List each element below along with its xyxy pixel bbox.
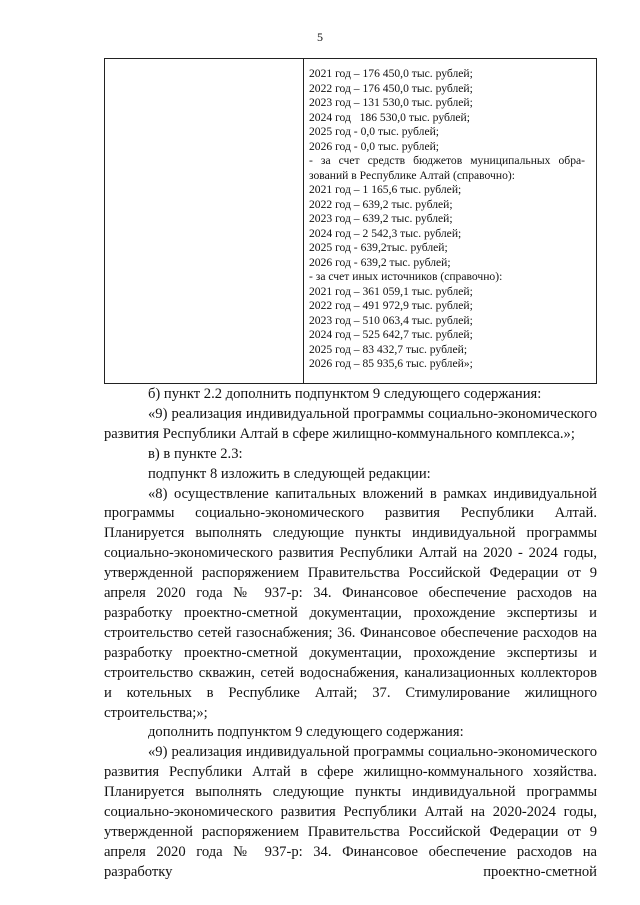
paragraph: б) пункт 2.2 дополнить подпунктом 9 следующего содержания: (148, 386, 542, 402)
paragraph: «9) реализация индивидуальной программы социально-экономического развития Республики Алтай в сфере жилищно-коммунального комплекса.»; (104, 405, 597, 442)
table-line: 2026 год - 0,0 тыс. рублей; (309, 139, 440, 153)
paragraph: в) в пункте 2.3: (148, 445, 243, 462)
table-line: 2021 год – 361 059,1 тыс. рублей; (309, 284, 473, 298)
table-line: - за счет иных источников (справочно): (309, 270, 503, 283)
table-line: 2023 год – 131 530,0 тыс. рублей; (309, 96, 473, 109)
table-line: 2025 год - 639,2тыс. рублей; (309, 241, 448, 254)
table-line: 2025 год – 83 432,7 тыс. рублей; (309, 342, 468, 356)
paragraph: «9) реализация индивидуальной программы социально-экономического развития Республики Алтай в сфере жилищно-коммунального хозяйства. Планируется выполнять следующие пункты индивидуальной программы социально-экономического развития Республики Алтай на 2020-2024 годы, утвержденной распоряжением Правительства Российской Федерации от 9 апреля 2020 года № 937-р: 34. Финансовое обеспечение расходов на разработку проектно-сметной (104, 744, 597, 880)
table-line: 2021 год – 1 165,6 тыс. рублей; (309, 183, 462, 196)
table-line: 2024 год 186 530,0 тыс. рублей; (309, 110, 470, 124)
document-body (104, 385, 597, 883)
table-right-cell (304, 59, 596, 383)
paragraph: «8) осуществление капитальных вложений в рамках индивидуальной программы социально-экономического развития Республики Алтай. Планируется выполнять следующие пункты индивидуальной программы социально-экономического развития Республики Алтай на 2020 - 2024 годы, утвержденной распоряжением Правительства Российской Федерации от 9 апреля 2020 года № 937-р: 34. Финансовое обеспечение расходов на разработку проектно-сметной документации, прохождение экспертизы и строительство сетей газоснабжения; 36. Финансовое обеспечение расходов на разработку проектно-сметной документации, прохождение экспертизы и строительство скважин, сетей водоснабжения, канализационных коллекторов и котельных в Республике Алтай; 37. Стимулирование жилищного строительства;»; (104, 485, 597, 721)
paragraph: дополнить подпунктом 9 следующего содержания: (148, 724, 464, 741)
table-line: 2024 год – 525 642,7 тыс. рублей; (309, 328, 473, 341)
table-line: 2024 год – 2 542,3 тыс. рублей; (309, 226, 462, 240)
table-line: 2022 год – 176 450,0 тыс. рублей; (309, 81, 473, 95)
paragraph: подпункт 8 изложить в следующей редакции: (148, 465, 431, 482)
table-line: 2021 год – 176 450,0 тыс. рублей; (309, 67, 473, 80)
table-line: 2022 год – 639,2 тыс. рублей; (309, 197, 453, 211)
table-line: 2025 год - 0,0 тыс. рублей; (309, 125, 440, 138)
table-line: - за счет средств бюджетов муниципальных обра- (309, 154, 585, 167)
page-number: 5 (317, 30, 323, 44)
table-line: зований в Республике Алтай (справочно): (309, 168, 515, 182)
funding-table (104, 58, 597, 384)
table-line: 2026 год – 85 935,6 тыс. рублей»; (309, 357, 473, 370)
table-line: 2023 год – 510 063,4 тыс. рублей; (309, 313, 473, 327)
table-line: 2023 год – 639,2 тыс. рублей; (309, 212, 453, 225)
table-left-cell (105, 59, 304, 383)
table-line: 2026 год - 639,2 тыс. рублей; (309, 255, 451, 269)
table-line: 2022 год – 491 972,9 тыс. рублей; (309, 299, 473, 312)
